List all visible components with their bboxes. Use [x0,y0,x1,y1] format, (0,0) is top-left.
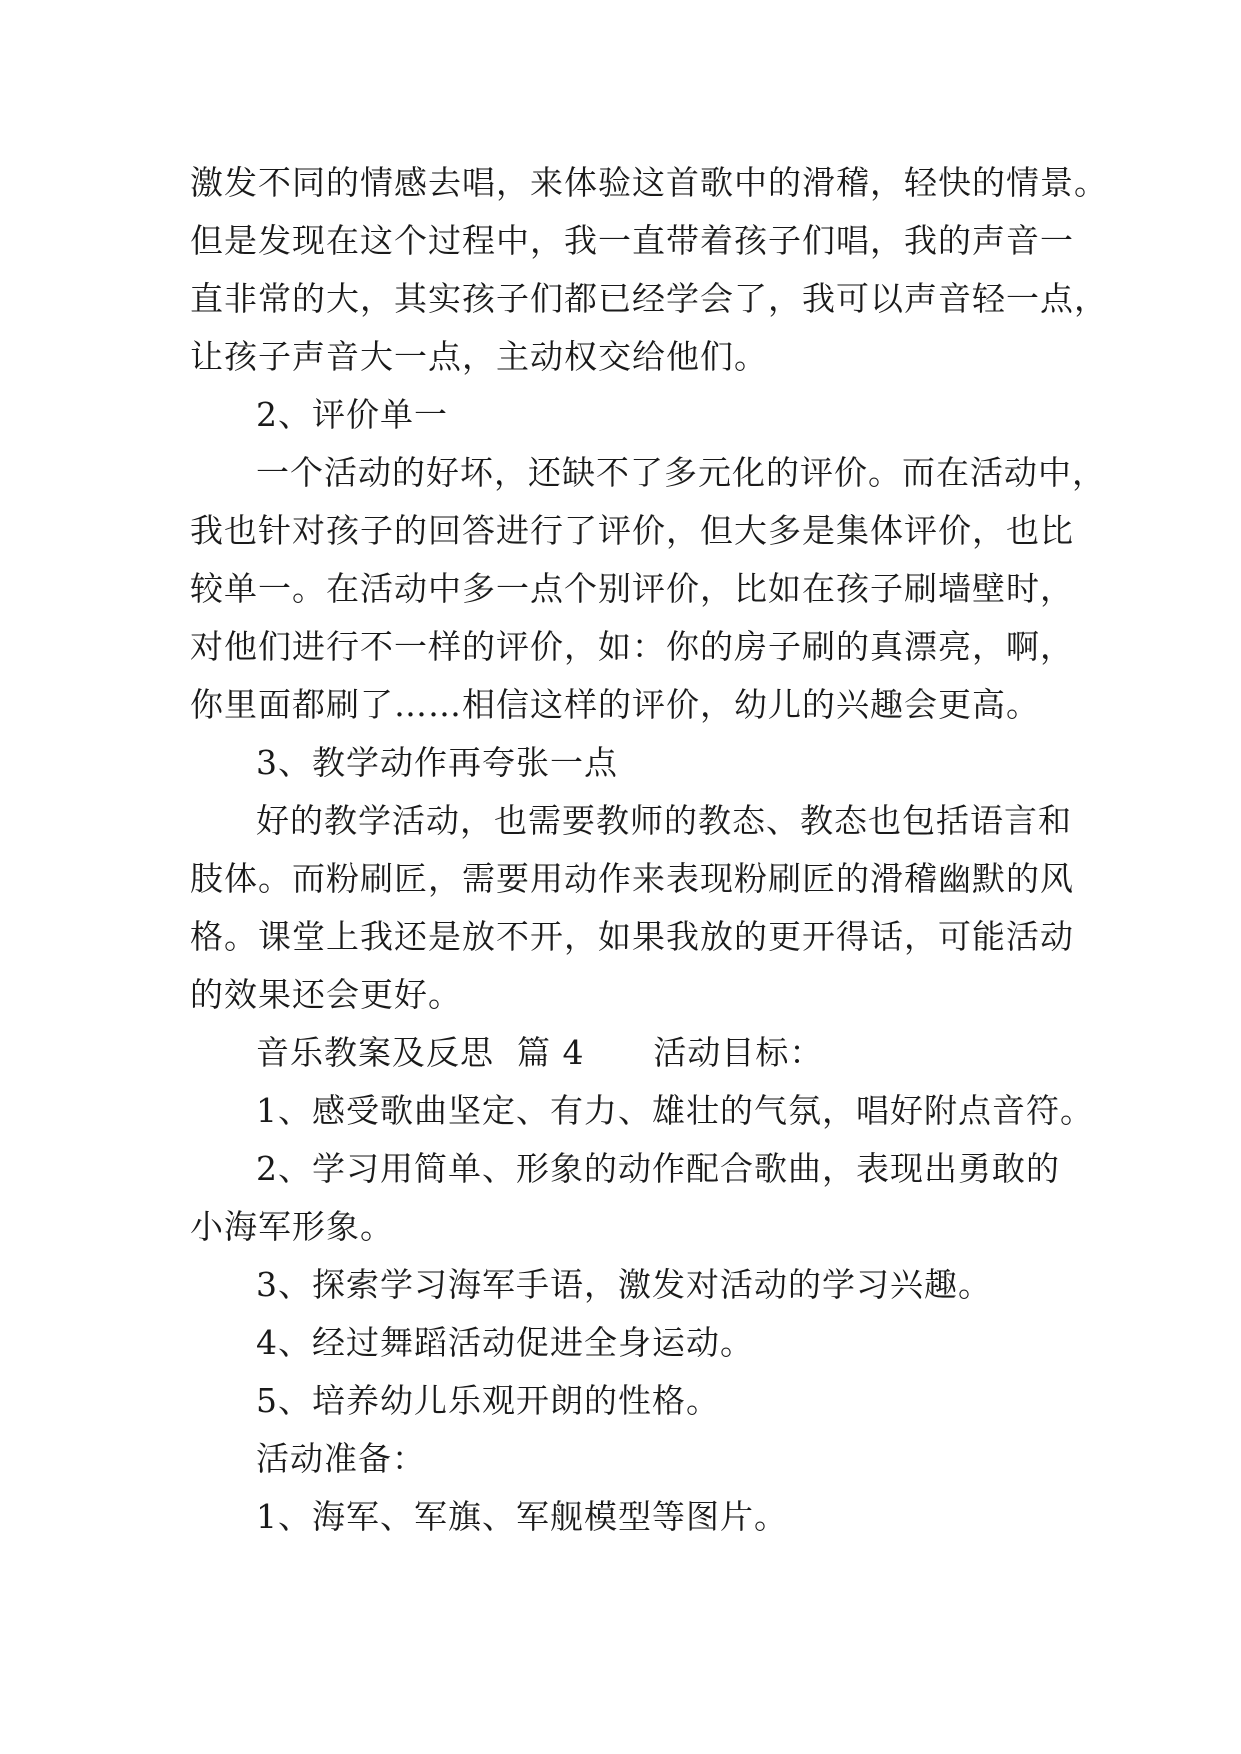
list-item: 1、海军、军旗、军舰模型等图片。 [256,1497,788,1536]
text-line: 激发不同的情感去唱，来体验这首歌中的滑稽，轻快的情景。 [190,163,1108,202]
text-line: 的效果还会更好。 [190,975,462,1014]
text-line: 但是发现在这个过程中，我一直带着孩子们唱，我的声音一 [190,221,1074,260]
text-line: 对他们进行不一样的评价，如：你的房子刷的真漂亮，啊， [190,627,1074,666]
section-heading: 2、评价单一 [256,395,448,434]
text-line: 肢体。而粉刷匠，需要用动作来表现粉刷匠的滑稽幽默的风 [190,859,1074,898]
text-line: 一个活动的好坏，还缺不了多元化的评价。而在活动中， [256,453,1106,492]
section-heading: 音乐教案及反思 篇 4 活动目标： [256,1033,824,1072]
section-heading: 3、教学动作再夸张一点 [256,743,618,782]
section-heading: 活动准备： [256,1439,426,1478]
text-line: 直非常的大，其实孩子们都已经学会了，我可以声音轻一点， [190,279,1108,318]
list-item: 3、探索学习海军手语，激发对活动的学习兴趣。 [256,1265,992,1304]
text-line: 格。课堂上我还是放不开，如果我放的更开得话，可能活动 [190,917,1074,956]
list-item: 5、培养幼儿乐观开朗的性格。 [256,1381,720,1420]
list-item: 2、学习用简单、形象的动作配合歌曲，表现出勇敢的 [256,1149,1060,1188]
text-line: 我也针对孩子的回答进行了评价，但大多是集体评价，也比 [190,511,1074,550]
text-line: 让孩子声音大一点，主动权交给他们。 [190,337,768,376]
list-item: 1、感受歌曲坚定、有力、雄壮的气氛，唱好附点音符。 [256,1091,1094,1130]
text-line: 小海军形象。 [190,1207,394,1246]
text-line: 较单一。在活动中多一点个别评价，比如在孩子刷墙壁时， [190,569,1074,608]
list-item: 4、经过舞蹈活动促进全身运动。 [256,1323,754,1362]
text-line: 好的教学活动，也需要教师的教态、教态也包括语言和 [256,801,1072,840]
text-line: 你里面都刷了……相信这样的评价，幼儿的兴趣会更高。 [190,685,1040,724]
